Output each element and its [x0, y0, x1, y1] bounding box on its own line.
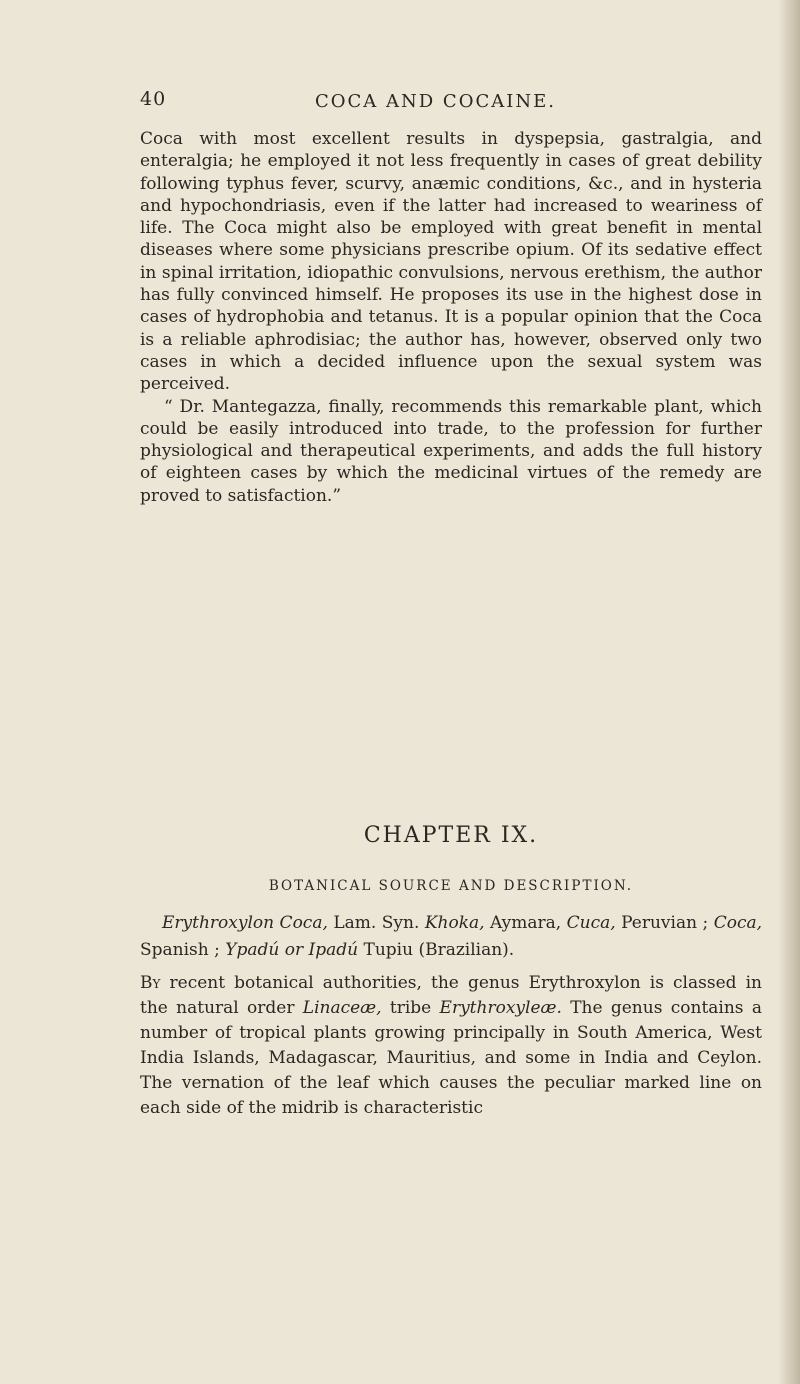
chapter-heading: CHAPTER IX. [363, 823, 539, 848]
page-number: 40 [140, 88, 167, 110]
synonymy-text-3: Peruvian ; [615, 913, 714, 933]
synonymy-text-1: Lam. Syn. [327, 913, 425, 933]
quote-paragraph-2: “ Dr. Mantegazza, finally, recommends this remarkable plant, which could be easily introduced into trade, to the profession for further physiological and therapeutical experiments, and adds the full history of eighteen cases by which the medicinal virtues of the remedy are proved to satisfaction.” [140, 396, 762, 506]
page-edge-shadow [778, 0, 800, 1384]
quoted-passage [140, 128, 762, 507]
aymara-name: Khoka, [424, 913, 485, 933]
running-title: COCA AND COCAINE. [315, 91, 556, 112]
synonymy-text-2: Aymara, [484, 913, 567, 933]
running-head [140, 88, 760, 118]
quote-paragraph-1: Coca with most excellent results in dyspepsia, gastralgia, and enteralgia; he employed it not less frequently in cases of great debility following typhus fever, scurvy, anæmic conditions, &c., and in hysteria and hypochondriasis, even if the latter had increased to weariness of life. The Coca might also be employed with great benefit in mental diseases where some physicians prescribe opium. Of its sedative effect in spinal irritation, idiopathic convulsions, nervous erethism, the author has fully convinced himself. He proposes its use in the highest dose in cases of hydrophobia and tetanus. It is a popular opinion that the Coca is a reliable aphrodisiac; the author has, however, observed only two cases in which a decided influence upon the sexual system was perceived. [140, 129, 762, 395]
synonymy-text-4: Spanish ; [140, 940, 226, 960]
section-text-1: recent botanical authorities, the genus Erythroxylon is classed in the natural order [140, 973, 762, 1018]
section-text-3: The genus contains a number of tropical plants growing principally in South America, West India Islands, Madagascar, Mauritius, and some in India and Ceylon. The vernation of the leaf which causes the peculiar marked line on each side of the midrib is characteristic [140, 998, 762, 1118]
order-name: Linaceæ, [302, 998, 382, 1018]
chapter-subheading: BOTANICAL SOURCE AND DESCRIPTION. [268, 878, 634, 894]
section-text-2: tribe [381, 998, 440, 1018]
synonymy-text-5: Tupiu (Brazilian). [358, 940, 515, 960]
spanish-name: Coca, [713, 913, 763, 933]
lead-word: By [140, 973, 161, 993]
tupiu-name: Ypadú or Ipadú [225, 940, 359, 960]
species-name: Erythroxylon Coca, [162, 913, 328, 933]
tribe-name: Erythroxyleæ. [439, 998, 562, 1018]
section-paragraph [140, 971, 762, 1121]
synonymy-paragraph [140, 910, 762, 964]
peruvian-name: Cuca, [566, 913, 616, 933]
